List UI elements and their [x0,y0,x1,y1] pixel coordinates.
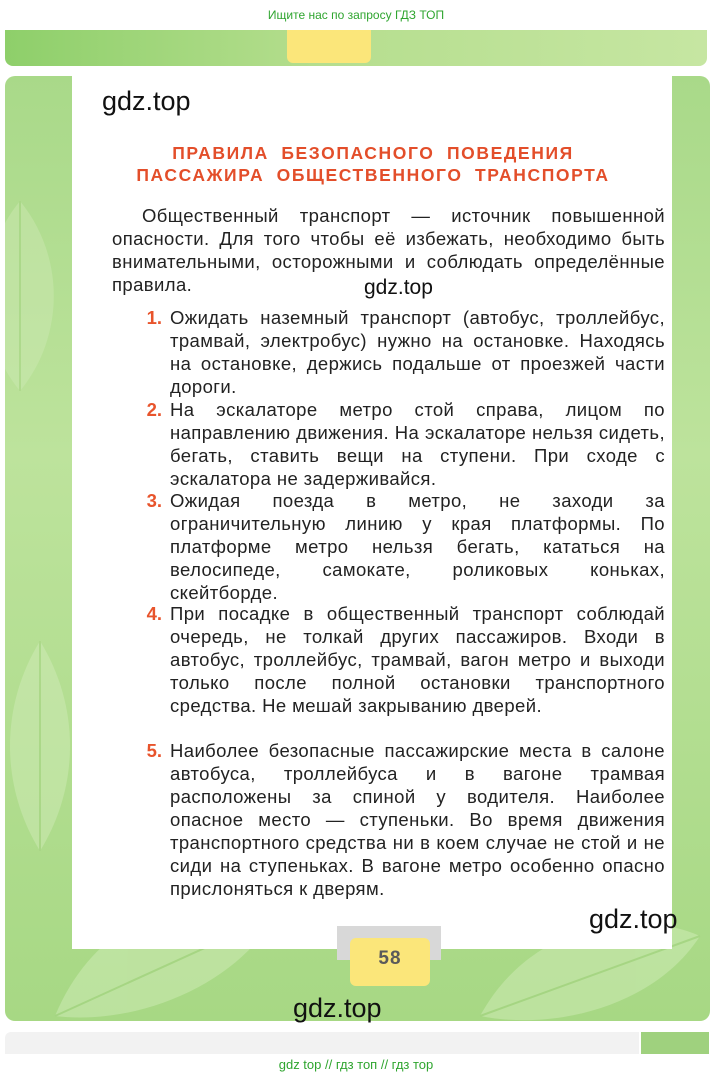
footer-links[interactable]: gdz top // гдз топ // гдз тор [278,1057,434,1072]
previous-page-strip [5,30,707,66]
next-page-strip-green [641,1032,709,1054]
rule-text-1: Ожидать наземный транспорт (автобус, троллейбус, трамвай, электробус) нужно на остановке. Находясь на остановке, держись подальше от проезжей части дороги. [170,307,665,397]
watermark-top: gdz.top [102,86,191,116]
rule-number-4: 4. [146,603,162,624]
previous-page-tab [287,30,371,63]
rule-text-2: На эскалаторе метро стой справа, лицом по направлению движения. На эскалаторе нельзя сидеть, бегать, ставить вещи на ступени. При сходе с эскалатора не задерживайся. [170,399,665,489]
watermark-inline: gdz.top [364,276,433,299]
rule-text-4: При посадке в общественный транспорт соблюдай очередь, не толкай других пассажиров. Входи в автобус, троллейбус, трамвай, вагон метро и выходи только после полной остановки транспортного средства. Не мешай закрыванию дверей. [170,603,665,716]
section-title [73,142,673,186]
rule-text-3: Ожидая поезда в метро, не заходи за ограничительную линию у края платформы. По платформе метро нельзя бегать, кататься на велосипеде, самокате, роликовых коньках, скейтборде. [170,490,665,603]
watermark-right: gdz.top [589,904,678,934]
watermark-bottom: gdz.top [293,993,382,1023]
top-banner[interactable]: Ищите нас по запросу ГДЗ ТОП [267,8,445,22]
section-title-line-1: ПРАВИЛА БЕЗОПАСНОГО ПОВЕДЕНИЯ [172,143,574,163]
leaf-decoration-top-left-icon [5,196,75,396]
rule-number-2: 2. [146,399,162,420]
rule-number-5: 5. [146,740,162,761]
rule-number-1: 1. [146,307,162,328]
next-page-strip [5,1032,639,1054]
page-number: 58 [350,938,430,986]
rule-number-3: 3. [146,490,162,511]
intro-paragraph: Общественный транспорт — источник повышенной опасности. Для того чтобы её избежать, необходимо быть внимательными, осторожными и соблюдать определённые правила. [112,205,665,295]
rule-text-5: Наиболее безопасные пассажирские места в салоне автобуса, троллейбуса и в вагоне трамвая расположены за спиной у водителя. Наиболее опасное место — ступеньки. Во время движения транспортного средства ни в коем случае не стой и не сиди на ступеньках. В вагоне метро особенно опасно прислоняться к дверям. [170,740,665,899]
section-title-line-2: ПАССАЖИРА ОБЩЕСТВЕННОГО ТРАНСПОРТА [136,165,610,185]
